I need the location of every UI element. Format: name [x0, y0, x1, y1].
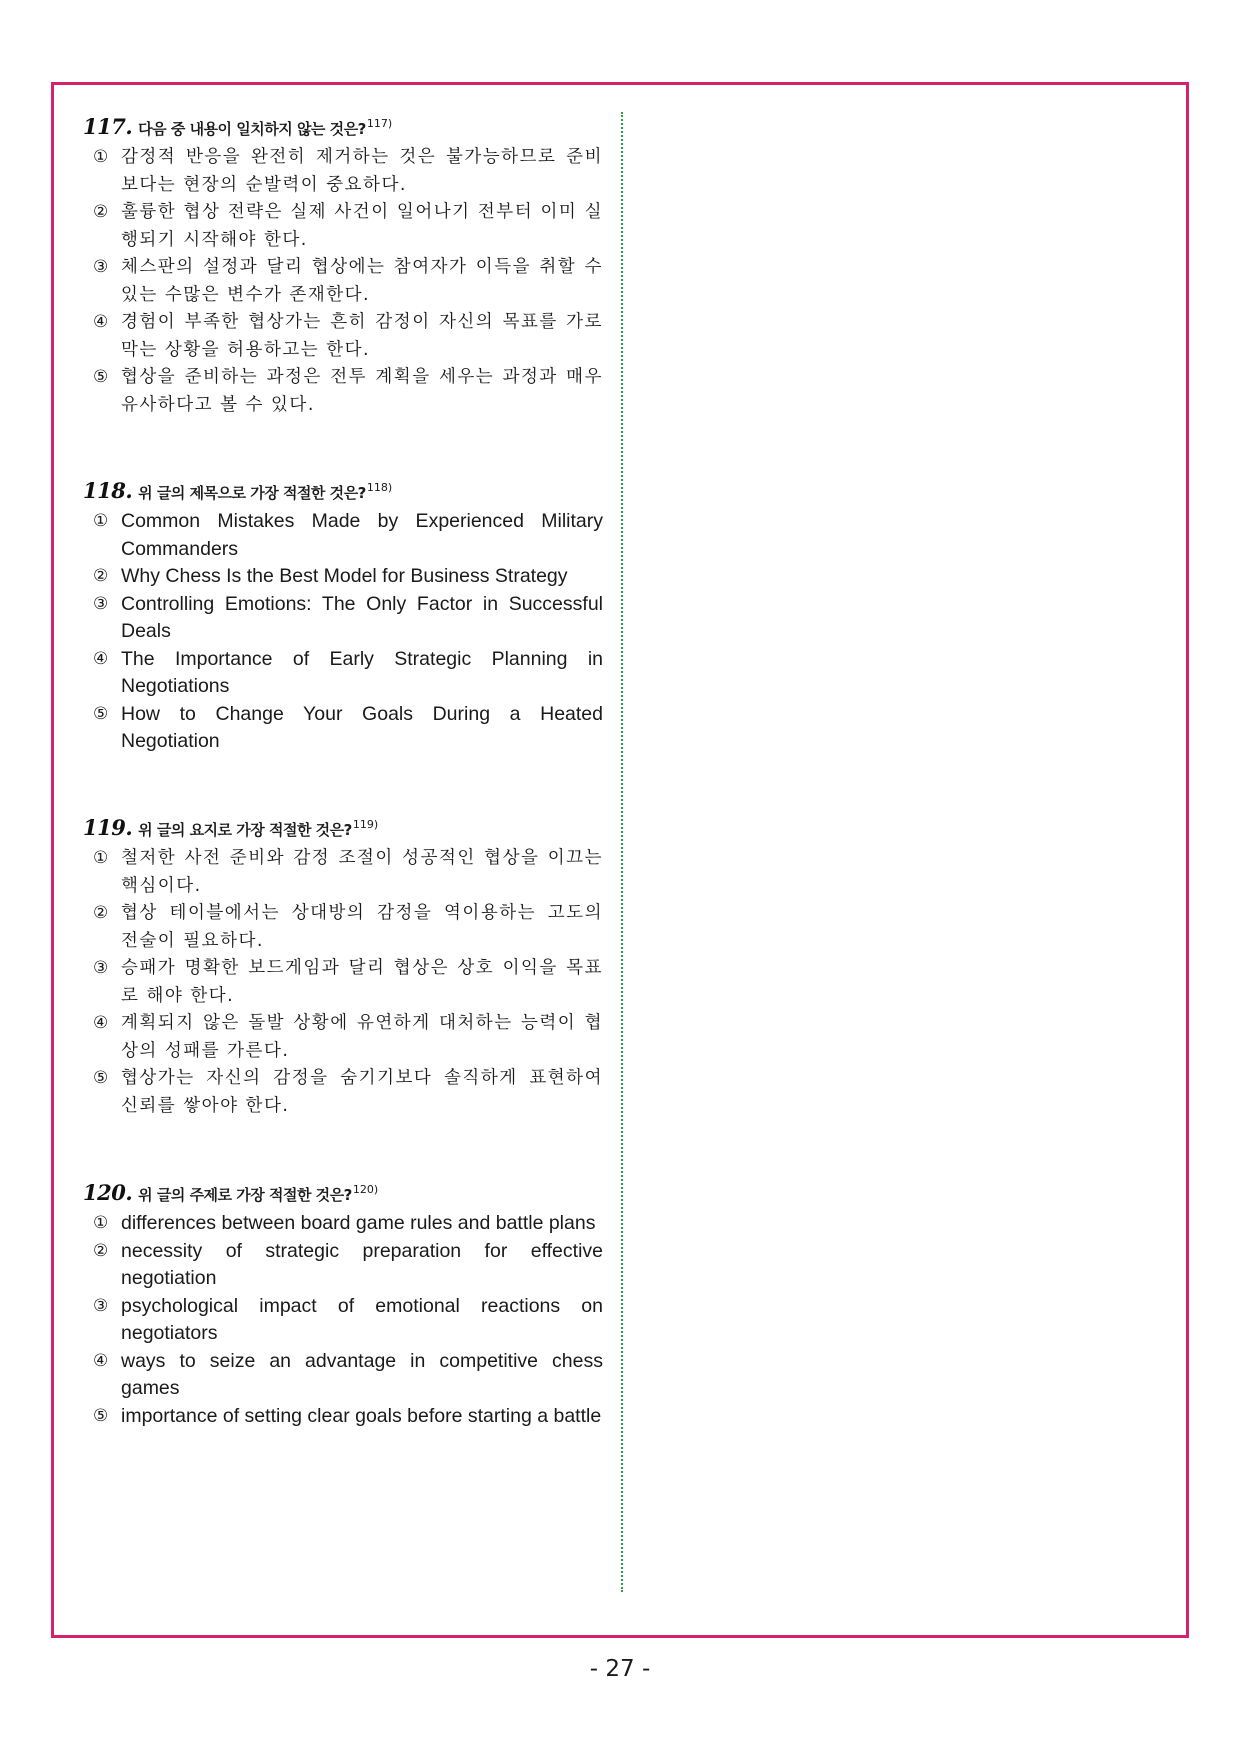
option-marker: ④: [93, 312, 109, 332]
footnote-ref: 117): [366, 117, 393, 130]
question-number: 117.: [83, 114, 133, 139]
option-text: 경험이 부족한 협상가는 흔히 감정이 자신의 목표를 가로막는 상황을 허용하고는 한다.: [121, 312, 603, 360]
question-header: [83, 478, 603, 508]
option-text: How to Change Your Goals During a Heated Negotiation: [121, 702, 603, 752]
option-text: 계획되지 않은 돌발 상황에 유연하게 대처하는 능력이 협상의 성패를 가른다.: [121, 1013, 603, 1061]
option-marker: ②: [93, 566, 109, 586]
option-2[interactable]: [83, 1238, 603, 1293]
question-118: [83, 478, 603, 756]
option-marker: ③: [93, 1295, 109, 1316]
option-text: Controlling Emotions: The Only Factor in Successful Deals: [121, 592, 603, 642]
question-prompt: 위 글의 제목으로 가장 적절한 것은?: [138, 484, 366, 502]
option-marker: ②: [93, 1240, 109, 1261]
question-number: 119.: [83, 815, 133, 840]
option-text: Why Chess Is the Best Model for Business Strategy: [121, 565, 568, 587]
option-marker: ④: [93, 1013, 109, 1033]
option-text: The Importance of Early Strategic Planning in Negotiations: [121, 647, 603, 697]
option-3[interactable]: [83, 591, 603, 646]
option-3[interactable]: [83, 955, 603, 1010]
option-text: 협상 테이블에서는 상대방의 감정을 역이용하는 고도의 전술이 필요하다.: [121, 903, 603, 951]
option-4[interactable]: [83, 646, 603, 701]
question-prompt: 위 글의 요지로 가장 적절한 것은?: [138, 821, 352, 839]
question-header: [83, 114, 603, 144]
option-marker: ③: [93, 257, 109, 277]
question-header: [83, 815, 603, 845]
page-number: - 27 -: [589, 1656, 651, 1682]
question-120: [83, 1180, 603, 1430]
question-117: [83, 114, 603, 419]
option-marker: ②: [93, 202, 109, 222]
option-text: 협상을 준비하는 과정은 전투 계획을 세우는 과정과 매우 유사하다고 볼 수 있다.: [121, 367, 603, 415]
option-1[interactable]: [83, 1210, 603, 1238]
option-4[interactable]: [83, 309, 603, 364]
footnote-ref: 120): [352, 1183, 379, 1196]
option-marker: ①: [93, 511, 109, 531]
option-text: 협상가는 자신의 감정을 숨기기보다 솔직하게 표현하여 신뢰를 쌓아야 한다.: [121, 1068, 603, 1116]
option-text: 체스판의 설정과 달리 협상에는 참여자가 이득을 취할 수 있는 수많은 변수가 존재한다.: [121, 257, 603, 305]
footnote-ref: 119): [352, 818, 379, 831]
option-5[interactable]: [83, 1065, 603, 1120]
question-number: 120.: [83, 1180, 133, 1205]
option-marker: ⑤: [93, 367, 109, 387]
option-text: necessity of strategic preparation for effective negotiation: [121, 1239, 603, 1289]
question-prompt: 위 글의 주제로 가장 적절한 것은?: [138, 1186, 352, 1204]
option-text: Common Mistakes Made by Experienced Military Commanders: [121, 510, 603, 560]
option-marker: ①: [93, 848, 109, 868]
option-marker: ①: [93, 1213, 109, 1233]
option-marker: ④: [93, 1350, 109, 1371]
option-5[interactable]: [83, 701, 603, 756]
option-5[interactable]: [83, 364, 603, 419]
question-number: 118.: [83, 478, 133, 503]
option-text: ways to seize an advantage in competitive chess games: [121, 1349, 603, 1399]
option-text: 감정적 반응을 완전히 제거하는 것은 불가능하므로 준비보다는 현장의 순발력이 중요하다.: [121, 147, 603, 195]
option-1[interactable]: [83, 508, 603, 563]
option-marker: ③: [93, 593, 109, 614]
option-3[interactable]: [83, 1293, 603, 1348]
option-marker: ④: [93, 648, 109, 669]
option-5[interactable]: [83, 1403, 603, 1431]
option-2[interactable]: [83, 199, 603, 254]
option-4[interactable]: [83, 1348, 603, 1403]
option-text: 철저한 사전 준비와 감정 조절이 성공적인 협상을 이끄는 핵심이다.: [121, 848, 603, 896]
option-text: differences between board game rules and battle plans: [121, 1212, 596, 1234]
option-2[interactable]: [83, 563, 603, 591]
option-1[interactable]: [83, 845, 603, 900]
option-text: 훌륭한 협상 전략은 실제 사건이 일어나기 전부터 이미 실행되기 시작해야 한다.: [121, 202, 603, 250]
option-list: [83, 1210, 603, 1430]
option-marker: ①: [93, 147, 109, 167]
question-119: [83, 815, 603, 1120]
option-marker: ⑤: [93, 1068, 109, 1088]
option-2[interactable]: [83, 900, 603, 955]
question-header: [83, 1180, 603, 1210]
option-marker: ⑤: [93, 1405, 109, 1426]
option-3[interactable]: [83, 254, 603, 309]
column-divider: [621, 112, 623, 1592]
option-list: [83, 508, 603, 756]
option-list: [83, 144, 603, 419]
option-marker: ⑤: [93, 703, 109, 724]
option-1[interactable]: [83, 144, 603, 199]
option-marker: ②: [93, 903, 109, 923]
question-prompt: 다음 중 내용이 일치하지 않는 것은?: [138, 120, 366, 138]
option-text: psychological impact of emotional reactions on negotiators: [121, 1294, 603, 1344]
footnote-ref: 118): [366, 481, 393, 494]
option-4[interactable]: [83, 1010, 603, 1065]
option-list: [83, 845, 603, 1120]
option-marker: ③: [93, 958, 109, 978]
option-text: 승패가 명확한 보드게임과 달리 협상은 상호 이익을 목표로 해야 한다.: [121, 958, 603, 1006]
option-text: importance of setting clear goals before starting a battle: [121, 1404, 602, 1427]
